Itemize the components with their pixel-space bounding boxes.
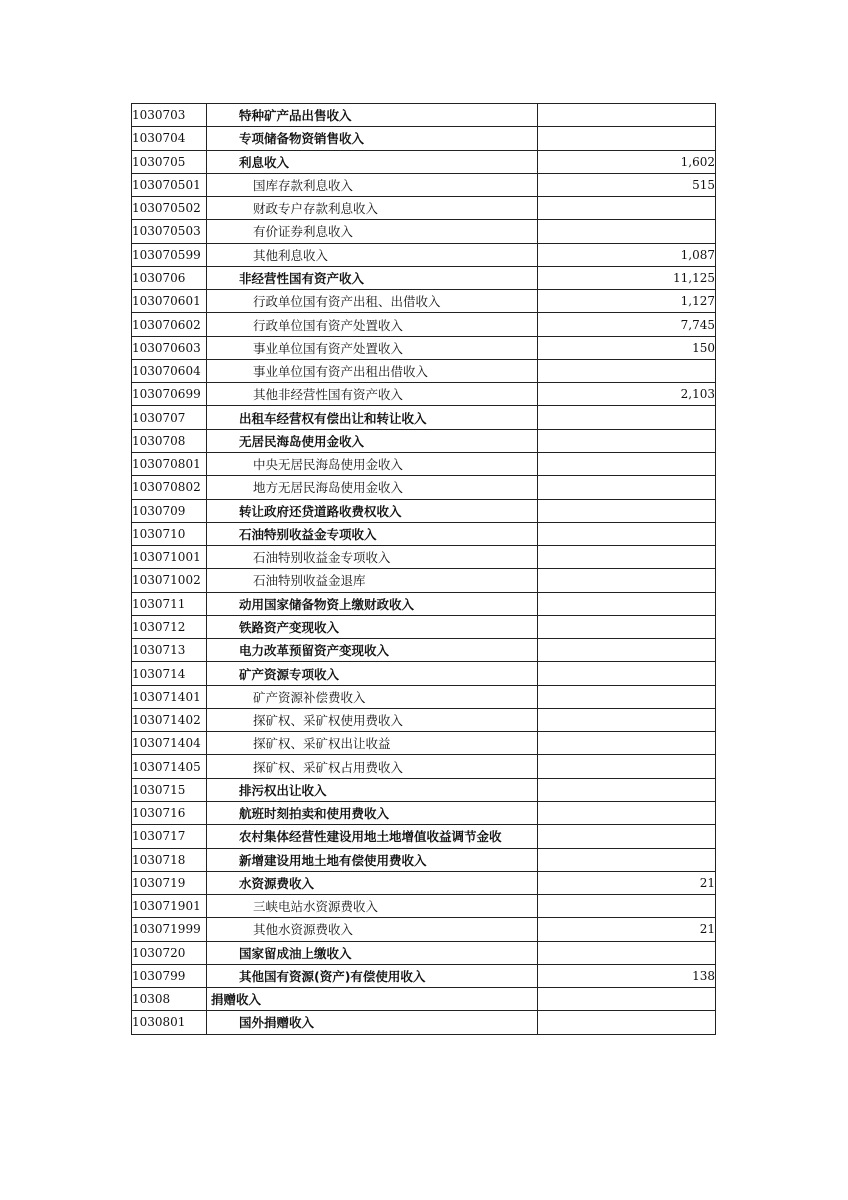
- subject-name-cell: [207, 708, 538, 731]
- amount-cell: 1,127: [538, 290, 716, 313]
- table-row: [132, 290, 716, 313]
- subject-code-cell: 1030715: [132, 778, 207, 801]
- amount-cell: [538, 406, 716, 429]
- amount-cell: [538, 522, 716, 545]
- amount-cell: 150: [538, 336, 716, 359]
- subject-code-cell: 1030705: [132, 150, 207, 173]
- subject-name-text: 石油特别收益金专项收入: [239, 526, 377, 542]
- table-row: [132, 383, 716, 406]
- subject-name-text: 排污权出让收入: [239, 782, 327, 798]
- subject-name-cell: [207, 197, 538, 220]
- table-row: [132, 197, 716, 220]
- subject-name-text: 其他非经营性国有资产收入: [253, 387, 404, 403]
- subject-name-text: 三峡电站水资源费收入: [253, 899, 379, 915]
- subject-name-cell: [207, 615, 538, 638]
- subject-name-cell: [207, 988, 538, 1011]
- subject-code-cell: 1030709: [132, 499, 207, 522]
- subject-name-cell: [207, 639, 538, 662]
- subject-code-cell: 103070503: [132, 220, 207, 243]
- amount-cell: 21: [538, 918, 716, 941]
- subject-code-cell: 103070502: [132, 197, 207, 220]
- subject-name-cell: [207, 546, 538, 569]
- table-row: [132, 546, 716, 569]
- subject-name-cell: [207, 266, 538, 289]
- subject-code-cell: 103070603: [132, 336, 207, 359]
- subject-name-text: 其他利息收入: [253, 247, 329, 263]
- subject-code-cell: 1030703: [132, 104, 207, 127]
- subject-name-cell: [207, 383, 538, 406]
- amount-cell: [538, 592, 716, 615]
- subject-code-cell: 1030717: [132, 825, 207, 848]
- subject-code-cell: 103071404: [132, 732, 207, 755]
- amount-cell: 1,087: [538, 243, 716, 266]
- table-row: [132, 476, 716, 499]
- amount-cell: [538, 941, 716, 964]
- table-row: [132, 615, 716, 638]
- subject-name-cell: [207, 406, 538, 429]
- subject-code-cell: 103070501: [132, 173, 207, 196]
- table-row: [132, 871, 716, 894]
- subject-name-text: 特种矿产品出售收入: [239, 108, 352, 124]
- subject-name-text: 其他水资源费收入: [253, 922, 354, 938]
- table-row: [132, 732, 716, 755]
- subject-code-cell: 103071002: [132, 569, 207, 592]
- subject-code-cell: 1030712: [132, 615, 207, 638]
- subject-name-text: 捐赠收入: [211, 992, 262, 1008]
- table-row: [132, 964, 716, 987]
- subject-name-cell: [207, 941, 538, 964]
- subject-name-cell: [207, 476, 538, 499]
- subject-code-cell: 103071402: [132, 708, 207, 731]
- amount-cell: [538, 569, 716, 592]
- subject-name-text: 行政单位国有资产处置收入: [253, 317, 404, 333]
- subject-name-text: 石油特别收益金专项收入: [253, 550, 391, 566]
- table-row: [132, 173, 716, 196]
- amount-cell: [538, 708, 716, 731]
- amount-cell: [538, 220, 716, 243]
- subject-code-cell: 1030720: [132, 941, 207, 964]
- table-row: [132, 569, 716, 592]
- subject-name-text: 非经营性国有资产收入: [239, 270, 365, 286]
- subject-code-cell: 103070602: [132, 313, 207, 336]
- amount-cell: [538, 197, 716, 220]
- subject-code-cell: 1030714: [132, 662, 207, 685]
- amount-cell: [538, 499, 716, 522]
- table-row: [132, 499, 716, 522]
- amount-cell: [538, 476, 716, 499]
- table-row: [132, 266, 716, 289]
- table-row: [132, 639, 716, 662]
- subject-code-cell: 1030801: [132, 1011, 207, 1034]
- table-row: [132, 708, 716, 731]
- subject-name-text: 新增建设用地土地有偿使用费收入: [239, 852, 427, 868]
- table-row: [132, 220, 716, 243]
- subject-name-cell: [207, 313, 538, 336]
- subject-name-cell: [207, 848, 538, 871]
- subject-name-cell: [207, 569, 538, 592]
- subject-name-text: 事业单位国有资产出租出借收入: [253, 364, 429, 380]
- subject-name-text: 探矿权、采矿权占用费收入: [253, 759, 404, 775]
- subject-name-text: 探矿权、采矿权使用费收入: [253, 713, 404, 729]
- amount-cell: [538, 639, 716, 662]
- subject-name-cell: [207, 290, 538, 313]
- table-row: [132, 406, 716, 429]
- subject-name-text: 转让政府还贷道路收费权收入: [239, 503, 402, 519]
- table-row: [132, 1011, 716, 1034]
- subject-code-cell: 1030719: [132, 871, 207, 894]
- revenue-classification-table: [131, 103, 716, 1035]
- table-row: [132, 988, 716, 1011]
- amount-cell: 11,125: [538, 266, 716, 289]
- subject-name-text: 事业单位国有资产处置收入: [253, 340, 404, 356]
- subject-name-cell: [207, 173, 538, 196]
- amount-cell: [538, 104, 716, 127]
- table-body: [132, 104, 716, 1035]
- amount-cell: [538, 662, 716, 685]
- subject-code-cell: 103071999: [132, 918, 207, 941]
- table-row: [132, 941, 716, 964]
- subject-name-text: 专项储备物资销售收入: [239, 131, 365, 147]
- subject-name-text: 铁路资产变现收入: [239, 619, 340, 635]
- amount-cell: [538, 755, 716, 778]
- amount-cell: [538, 615, 716, 638]
- amount-cell: [538, 429, 716, 452]
- subject-name-text: 矿产资源专项收入: [239, 666, 340, 682]
- subject-name-text: 矿产资源补偿费收入: [253, 689, 366, 705]
- subject-name-cell: [207, 220, 538, 243]
- table-row: [132, 592, 716, 615]
- subject-code-cell: 103071001: [132, 546, 207, 569]
- subject-name-text: 动用国家储备物资上缴财政收入: [239, 596, 415, 612]
- subject-name-text: 财政专户存款利息收入: [253, 201, 379, 217]
- subject-code-cell: 103070801: [132, 452, 207, 475]
- amount-cell: [538, 452, 716, 475]
- subject-name-cell: [207, 732, 538, 755]
- amount-cell: [538, 732, 716, 755]
- subject-code-cell: 103071901: [132, 895, 207, 918]
- subject-code-cell: 1030707: [132, 406, 207, 429]
- subject-name-text: 其他国有资源(资产)有偿使用收入: [239, 968, 426, 984]
- subject-name-cell: [207, 755, 538, 778]
- table-row: [132, 848, 716, 871]
- subject-code-cell: 103071401: [132, 685, 207, 708]
- subject-code-cell: 1030718: [132, 848, 207, 871]
- amount-cell: [538, 988, 716, 1011]
- amount-cell: [538, 359, 716, 382]
- subject-name-cell: [207, 895, 538, 918]
- table-row: [132, 104, 716, 127]
- amount-cell: 7,745: [538, 313, 716, 336]
- subject-code-cell: 103070604: [132, 359, 207, 382]
- subject-name-text: 国外捐赠收入: [239, 1015, 315, 1031]
- subject-code-cell: 1030799: [132, 964, 207, 987]
- amount-cell: [538, 685, 716, 708]
- subject-code-cell: 1030716: [132, 801, 207, 824]
- subject-name-cell: [207, 150, 538, 173]
- table-row: [132, 895, 716, 918]
- subject-name-cell: [207, 778, 538, 801]
- amount-cell: 1,602: [538, 150, 716, 173]
- subject-name-text: 石油特别收益金退库: [253, 573, 366, 589]
- subject-name-text: 地方无居民海岛使用金收入: [253, 480, 404, 496]
- subject-code-cell: 1030710: [132, 522, 207, 545]
- table-row: [132, 127, 716, 150]
- subject-name-cell: [207, 871, 538, 894]
- subject-name-cell: [207, 964, 538, 987]
- subject-code-cell: 1030713: [132, 639, 207, 662]
- subject-name-cell: [207, 662, 538, 685]
- subject-code-cell: 103070599: [132, 243, 207, 266]
- amount-cell: [538, 825, 716, 848]
- subject-name-cell: [207, 918, 538, 941]
- subject-code-cell: 103070802: [132, 476, 207, 499]
- subject-name-cell: [207, 522, 538, 545]
- subject-name-cell: [207, 452, 538, 475]
- amount-cell: [538, 895, 716, 918]
- amount-cell: [538, 1011, 716, 1034]
- subject-name-text: 国家留成油上缴收入: [239, 945, 352, 961]
- amount-cell: 2,103: [538, 383, 716, 406]
- subject-code-cell: 1030708: [132, 429, 207, 452]
- table-row: [132, 150, 716, 173]
- subject-name-cell: [207, 429, 538, 452]
- subject-name-text: 航班时刻拍卖和使用费收入: [239, 806, 390, 822]
- amount-cell: [538, 778, 716, 801]
- subject-code-cell: 103071405: [132, 755, 207, 778]
- subject-name-cell: [207, 685, 538, 708]
- subject-name-cell: [207, 243, 538, 266]
- table-row: [132, 685, 716, 708]
- subject-name-text: 无居民海岛使用金收入: [239, 433, 365, 449]
- table-row: [132, 336, 716, 359]
- subject-name-cell: [207, 336, 538, 359]
- subject-name-text: 利息收入: [239, 154, 290, 170]
- amount-cell: 138: [538, 964, 716, 987]
- table-row: [132, 825, 716, 848]
- amount-cell: 515: [538, 173, 716, 196]
- subject-name-text: 农村集体经营性建设用地土地增值收益调节金收: [239, 829, 502, 845]
- subject-name-text: 水资源费收入: [239, 875, 315, 891]
- subject-name-cell: [207, 104, 538, 127]
- subject-code-cell: 1030704: [132, 127, 207, 150]
- table-row: [132, 755, 716, 778]
- table-row: [132, 452, 716, 475]
- subject-code-cell: 1030706: [132, 266, 207, 289]
- amount-cell: [538, 848, 716, 871]
- subject-code-cell: 103070601: [132, 290, 207, 313]
- table-row: [132, 522, 716, 545]
- subject-name-text: 探矿权、采矿权出让收益: [253, 736, 391, 752]
- table-row: [132, 801, 716, 824]
- subject-name-cell: [207, 1011, 538, 1034]
- subject-name-cell: [207, 801, 538, 824]
- subject-code-cell: 10308: [132, 988, 207, 1011]
- subject-name-text: 中央无居民海岛使用金收入: [253, 457, 404, 473]
- subject-name-cell: [207, 825, 538, 848]
- amount-cell: [538, 127, 716, 150]
- amount-cell: [538, 546, 716, 569]
- subject-name-text: 行政单位国有资产出租、出借收入: [253, 294, 441, 310]
- subject-code-cell: 1030711: [132, 592, 207, 615]
- subject-code-cell: 103070699: [132, 383, 207, 406]
- table-row: [132, 359, 716, 382]
- subject-name-text: 国库存款利息收入: [253, 177, 354, 193]
- table-row: [132, 662, 716, 685]
- subject-name-cell: [207, 359, 538, 382]
- table-row: [132, 429, 716, 452]
- table-row: [132, 918, 716, 941]
- amount-cell: 21: [538, 871, 716, 894]
- table-row: [132, 313, 716, 336]
- subject-name-text: 出租车经营权有偿出让和转让收入: [239, 410, 427, 426]
- amount-cell: [538, 801, 716, 824]
- subject-name-text: 电力改革预留资产变现收入: [239, 643, 390, 659]
- subject-name-text: 有价证券利息收入: [253, 224, 354, 240]
- table-row: [132, 778, 716, 801]
- subject-name-cell: [207, 499, 538, 522]
- subject-name-cell: [207, 592, 538, 615]
- table-row: [132, 243, 716, 266]
- subject-name-cell: [207, 127, 538, 150]
